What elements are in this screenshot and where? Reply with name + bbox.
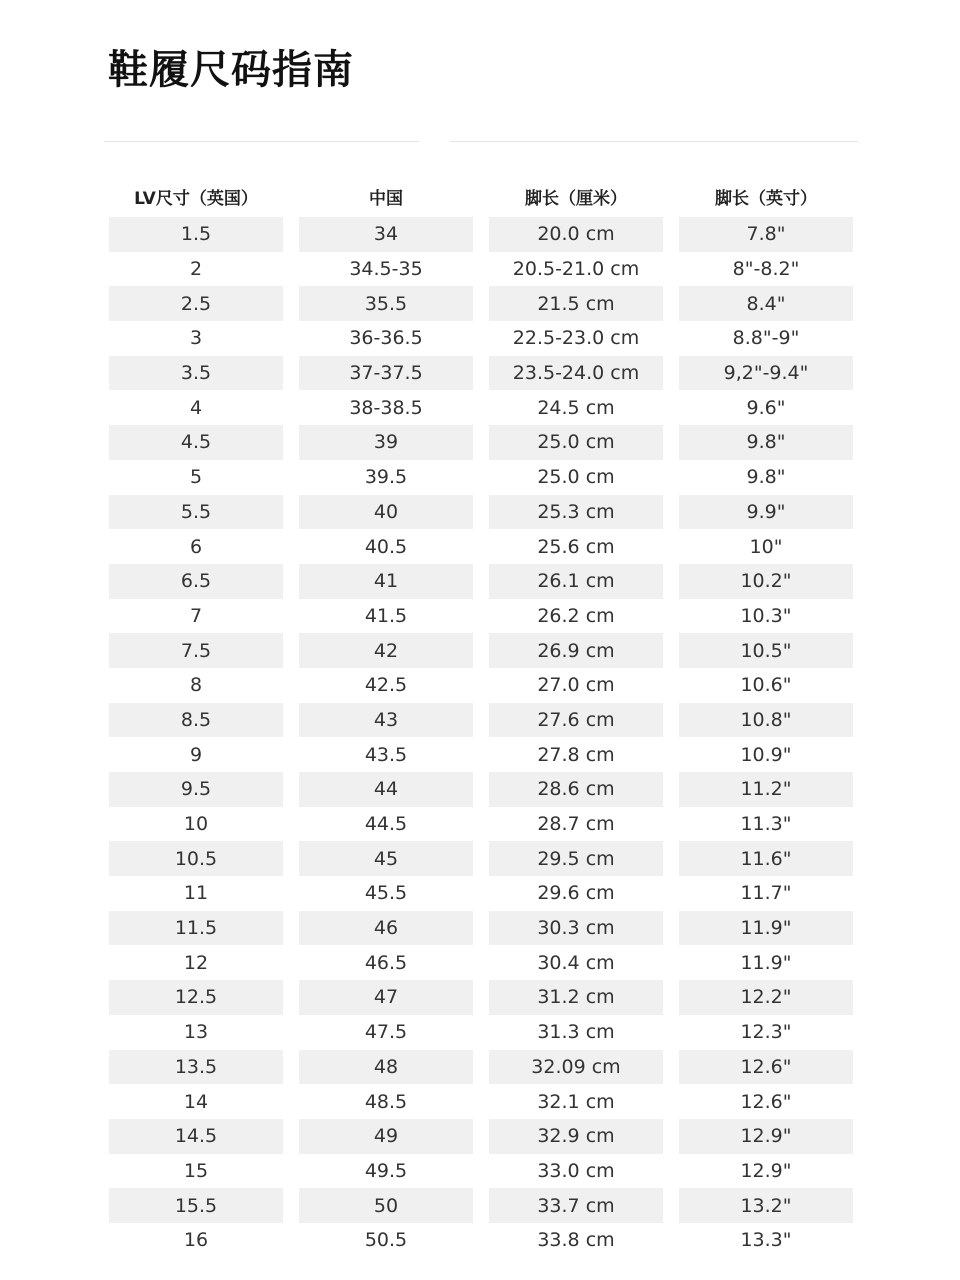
cell-foot-length-cm: 23.5-24.0 cm (489, 356, 663, 391)
cell-foot-length-cm: 31.2 cm (489, 980, 663, 1015)
cell-foot-length-inch: 9,2"-9.4" (679, 356, 853, 391)
cell-foot-length-cm: 27.6 cm (489, 703, 663, 738)
table-row (109, 876, 853, 911)
cell-foot-length-inch: 9.8" (679, 425, 853, 460)
cell-foot-length-inch: 13.3" (740, 1229, 792, 1252)
cell-foot-length-cm: 26.9 cm (489, 633, 663, 668)
cell-foot-length-cm: 32.9 cm (489, 1119, 663, 1154)
divider-right (450, 141, 858, 142)
cell-foot-length-inch: 9.9" (679, 495, 853, 530)
cell-lv-size: 12.5 (109, 980, 283, 1015)
table-row (109, 564, 853, 599)
cell-foot-length-inch: 11.2" (679, 772, 853, 807)
cell-lv-size: 13.5 (109, 1050, 283, 1085)
table-row (109, 1154, 853, 1189)
cell-foot-length-cm: 30.3 cm (489, 911, 663, 946)
cell-foot-length-cm: 33.7 cm (489, 1188, 663, 1223)
cell-lv-size: 15.5 (109, 1188, 283, 1223)
table-row (109, 356, 853, 391)
cell-lv-size: 3.5 (109, 356, 283, 391)
cell-lv-size: 5.5 (109, 495, 283, 530)
cell-foot-length-inch: 11.9" (740, 951, 792, 974)
cell-china-size: 48.5 (364, 1090, 408, 1113)
cell-foot-length-cm: 22.5-23.0 cm (512, 327, 640, 350)
cell-china-size: 34.5-35 (349, 258, 423, 281)
cell-lv-size: 2 (189, 258, 203, 281)
page-title: 鞋履尺码指南 (108, 47, 354, 93)
header-foot-length-cm: 脚长（厘米） (525, 188, 627, 209)
cell-foot-length-inch: 10.6" (740, 674, 792, 697)
cell-foot-length-inch: 12.2" (679, 980, 853, 1015)
size-table (93, 175, 869, 1258)
cell-foot-length-inch: 10.9" (740, 743, 792, 766)
table-row (109, 252, 853, 287)
cell-china-size: 38-38.5 (349, 396, 423, 419)
cell-china-size: 44 (299, 772, 473, 807)
table-row (109, 703, 853, 738)
cell-foot-length-cm: 25.0 cm (489, 425, 663, 460)
cell-foot-length-inch: 12.6" (740, 1090, 792, 1113)
cell-lv-size: 15 (183, 1159, 209, 1182)
cell-lv-size: 7.5 (109, 633, 283, 668)
cell-foot-length-inch: 12.9" (679, 1119, 853, 1154)
cell-lv-size: 14.5 (109, 1119, 283, 1154)
cell-foot-length-inch: 11.6" (679, 841, 853, 876)
cell-lv-size: 8.5 (109, 703, 283, 738)
cell-foot-length-cm: 33.0 cm (537, 1159, 615, 1182)
cell-lv-size: 14 (183, 1090, 209, 1113)
cell-foot-length-inch: 8.8"-9" (732, 327, 800, 350)
cell-china-size: 40.5 (364, 535, 408, 558)
cell-lv-size: 9.5 (109, 772, 283, 807)
cell-foot-length-inch: 10.3" (740, 604, 792, 627)
cell-lv-size: 4 (189, 396, 203, 419)
cell-china-size: 45.5 (364, 882, 408, 905)
table-body (109, 217, 853, 1258)
table-row (109, 425, 853, 460)
cell-foot-length-cm: 26.2 cm (537, 604, 615, 627)
cell-foot-length-inch: 10" (749, 535, 783, 558)
table-row (109, 495, 853, 530)
table-row (109, 1188, 853, 1223)
table-row (109, 668, 853, 703)
cell-china-size: 48 (299, 1050, 473, 1085)
cell-lv-size: 11.5 (109, 911, 283, 946)
cell-foot-length-inch: 13.2" (679, 1188, 853, 1223)
cell-china-size: 37-37.5 (299, 356, 473, 391)
cell-foot-length-cm: 33.8 cm (537, 1229, 615, 1252)
table-row (109, 807, 853, 842)
cell-china-size: 43 (299, 703, 473, 738)
table-header-row (109, 175, 853, 217)
cell-lv-size: 10.5 (109, 841, 283, 876)
cell-foot-length-cm: 26.1 cm (489, 564, 663, 599)
cell-foot-length-cm: 25.6 cm (537, 535, 615, 558)
table-row (109, 841, 853, 876)
cell-lv-size: 12 (183, 951, 209, 974)
cell-lv-size: 9 (189, 743, 203, 766)
cell-lv-size: 2.5 (109, 286, 283, 321)
cell-foot-length-inch: 11.7" (740, 882, 792, 905)
table-row (109, 529, 853, 564)
cell-china-size: 42.5 (364, 674, 408, 697)
cell-foot-length-cm: 32.09 cm (489, 1050, 663, 1085)
cell-foot-length-inch: 7.8" (679, 217, 853, 252)
table-row (109, 980, 853, 1015)
header-foot-length-inch: 脚长（英寸） (715, 188, 817, 209)
cell-foot-length-cm: 20.5-21.0 cm (512, 258, 640, 281)
table-row (109, 460, 853, 495)
cell-foot-length-inch: 12.6" (679, 1050, 853, 1085)
table-row (109, 945, 853, 980)
cell-foot-length-cm: 24.5 cm (537, 396, 615, 419)
cell-lv-size: 16 (183, 1229, 209, 1252)
cell-lv-size: 3 (189, 327, 203, 350)
table-row (109, 1119, 853, 1154)
cell-foot-length-inch: 8"-8.2" (732, 258, 800, 281)
table-row (109, 286, 853, 321)
cell-china-size: 34 (299, 217, 473, 252)
cell-foot-length-inch: 10.5" (679, 633, 853, 668)
cell-foot-length-cm: 29.5 cm (489, 841, 663, 876)
cell-china-size: 39 (299, 425, 473, 460)
cell-foot-length-cm: 25.0 cm (537, 466, 615, 489)
cell-foot-length-inch: 12.3" (740, 1021, 792, 1044)
table-row (109, 1015, 853, 1050)
cell-foot-length-inch: 11.9" (679, 911, 853, 946)
cell-china-size: 46 (299, 911, 473, 946)
cell-china-size: 35.5 (299, 286, 473, 321)
table-row (109, 1223, 853, 1258)
cell-foot-length-cm: 29.6 cm (537, 882, 615, 905)
cell-foot-length-cm: 31.3 cm (537, 1021, 615, 1044)
cell-foot-length-cm: 27.0 cm (537, 674, 615, 697)
cell-foot-length-inch: 8.4" (679, 286, 853, 321)
cell-lv-size: 6 (189, 535, 203, 558)
cell-china-size: 50.5 (364, 1229, 408, 1252)
header-lv-size: LV尺寸（英国） (134, 188, 258, 209)
cell-lv-size: 6.5 (109, 564, 283, 599)
cell-foot-length-cm: 25.3 cm (489, 495, 663, 530)
cell-china-size: 44.5 (364, 813, 408, 836)
divider-left (104, 141, 419, 142)
cell-foot-length-inch: 9.8" (746, 466, 786, 489)
cell-foot-length-cm: 28.7 cm (537, 813, 615, 836)
table-row (109, 737, 853, 772)
table-row (109, 321, 853, 356)
cell-lv-size: 13 (183, 1021, 209, 1044)
header-china-size: 中国 (369, 188, 403, 209)
cell-foot-length-cm: 30.4 cm (537, 951, 615, 974)
cell-foot-length-cm: 27.8 cm (537, 743, 615, 766)
cell-china-size: 41 (299, 564, 473, 599)
cell-foot-length-cm: 28.6 cm (489, 772, 663, 807)
cell-china-size: 41.5 (364, 604, 408, 627)
cell-china-size: 46.5 (364, 951, 408, 974)
cell-china-size: 50 (299, 1188, 473, 1223)
cell-china-size: 47.5 (364, 1021, 408, 1044)
cell-china-size: 49 (299, 1119, 473, 1154)
table-row (109, 633, 853, 668)
cell-china-size: 36-36.5 (349, 327, 423, 350)
table-row (109, 772, 853, 807)
cell-china-size: 42 (299, 633, 473, 668)
cell-lv-size: 4.5 (109, 425, 283, 460)
cell-foot-length-inch: 9.6" (746, 396, 786, 419)
cell-china-size: 40 (299, 495, 473, 530)
cell-foot-length-inch: 11.3" (740, 813, 792, 836)
cell-foot-length-cm: 20.0 cm (489, 217, 663, 252)
cell-lv-size: 11 (183, 882, 209, 905)
cell-foot-length-inch: 12.9" (740, 1159, 792, 1182)
cell-china-size: 49.5 (364, 1159, 408, 1182)
cell-lv-size: 10 (183, 813, 209, 836)
cell-lv-size: 5 (189, 466, 203, 489)
cell-china-size: 39.5 (364, 466, 408, 489)
table-row (109, 911, 853, 946)
table-row (109, 217, 853, 252)
cell-foot-length-cm: 32.1 cm (537, 1090, 615, 1113)
cell-lv-size: 7 (189, 604, 203, 627)
table-row (109, 1084, 853, 1119)
table-row (109, 599, 853, 634)
cell-lv-size: 8 (189, 674, 203, 697)
table-row (109, 1050, 853, 1085)
cell-foot-length-cm: 21.5 cm (489, 286, 663, 321)
cell-foot-length-inch: 10.2" (679, 564, 853, 599)
cell-china-size: 47 (299, 980, 473, 1015)
table-row (109, 390, 853, 425)
cell-china-size: 43.5 (364, 743, 408, 766)
cell-china-size: 45 (299, 841, 473, 876)
cell-foot-length-inch: 10.8" (679, 703, 853, 738)
cell-lv-size: 1.5 (109, 217, 283, 252)
